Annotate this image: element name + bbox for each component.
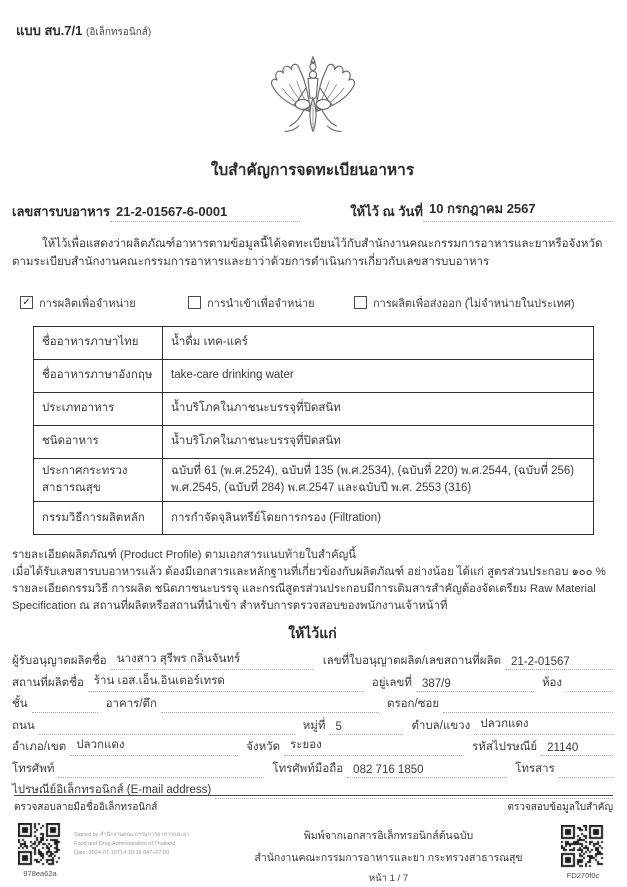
moo-field[interactable]: 5 xyxy=(329,721,403,735)
form-code-suffix: (อิเล็กทรอนิกส์) xyxy=(86,27,152,38)
tambon-field[interactable]: ปลวกแดง xyxy=(474,715,613,735)
garuda-icon xyxy=(259,49,367,149)
license-no-field[interactable]: 21-2-01567 xyxy=(505,656,613,670)
checkbox-unchecked-icon[interactable] xyxy=(188,296,201,309)
digital-signature-info xyxy=(74,831,224,857)
table-row xyxy=(34,392,594,425)
signed-date-line: Date: 2024-07-10T14:10:16.047+07:00 xyxy=(74,849,170,856)
verify-signature-label: ตรวจสอบลายมือชื่ออิเล็กทรอนิกส์ xyxy=(14,802,158,813)
form-code xyxy=(12,20,613,41)
checkbox-label: การนำเข้าเพื่อจำหน่าย xyxy=(207,297,315,310)
row-value: น้ำบริโภคในภาชนะบรรจุที่ปิดสนิท xyxy=(163,425,594,458)
form-row-amphoe xyxy=(12,735,613,757)
signature-qr-code[interactable] xyxy=(18,823,63,868)
checkbox-checked-icon[interactable]: ✓ xyxy=(20,296,33,309)
signature-qr-caption: 978ea62a xyxy=(23,869,57,878)
grantee-form xyxy=(12,649,613,800)
checkbox-unchecked-icon[interactable] xyxy=(354,296,367,309)
notes-line-2: เมื่อได้รับเลขสารบบอาหารแล้ว ต้องมีเอกสารและหลักฐานที่เกี่ยวข้องกับผลิตภัณฑ์ อย่างน้อย ได้แก่ สูตรส่วนประกอบ ๑๐๐ % รายละเอียดกรรมวิธี การผลิต ชนิดภาชนะบรรจุ และกรณีสูตรส่วนประกอบมีการเติมสารสำคัญต้องจัดเตรียม Raw Material Specification ณ สถานที่ผลิตหรือสถานที่นำเข้า สำหรับการตรวจสอบของพนักงานเจ้าหน้าที่ xyxy=(12,566,606,612)
verify-qr-caption: FD270f0c xyxy=(566,871,600,880)
floor-label: ชั้น xyxy=(12,698,28,711)
footer xyxy=(14,795,613,887)
table-row xyxy=(34,425,594,458)
moo-label: หมู่ที่ xyxy=(302,719,326,732)
license-no-label: เลขที่ใบอนุญาตผลิต/เลขสถานที่ผลิต xyxy=(322,655,501,668)
room-label: ห้อง xyxy=(541,676,563,689)
building-label: อาคาร/ตึก xyxy=(105,698,157,711)
serial-number-value: 21-2-01567-6-0001 xyxy=(110,204,300,222)
postcode-field[interactable]: 21140 xyxy=(541,742,613,756)
row-label: ประกาศกระทรวงสาธารณสุข xyxy=(34,458,163,502)
row-label: กรรมวิธีการผลิตหลัก xyxy=(34,502,163,535)
site-field[interactable]: ร้าน เอส.เอ็น.อินเตอร์เทรด xyxy=(88,672,364,692)
issue-date-value: 10 กรกฎาคม 2567 xyxy=(423,198,613,222)
road-label: ถนน xyxy=(12,719,35,732)
row-label: ชื่ออาหารภาษาอังกฤษ xyxy=(34,359,163,392)
site-label: สถานที่ผลิตชื่อ xyxy=(12,676,84,689)
floor-field[interactable] xyxy=(32,711,98,713)
garuda-emblem xyxy=(12,49,613,153)
purpose-checkboxes xyxy=(20,294,613,312)
licensee-field[interactable]: นางสาว สุรีพร กลิ่นจันทร์ xyxy=(111,650,313,670)
addr-no-label: อยู่เลขที่ xyxy=(371,676,412,689)
road-field[interactable] xyxy=(39,733,295,735)
mobile-field[interactable]: 082 716 1850 xyxy=(347,764,507,778)
table-row xyxy=(34,458,594,502)
table-row xyxy=(34,502,594,535)
room-field[interactable] xyxy=(566,690,613,692)
form-row-floor xyxy=(12,692,613,714)
intro-paragraph xyxy=(12,236,613,272)
phone-field[interactable] xyxy=(58,776,264,778)
serial-number-label: เลขสารบบอาหาร xyxy=(12,204,110,219)
form-code-text: แบบ สบ.7/1 xyxy=(16,23,83,38)
form-row-site xyxy=(12,670,613,692)
verify-qr-code[interactable] xyxy=(561,825,606,870)
signature-qr-block xyxy=(14,823,66,878)
issue-date-label: ให้ไว้ ณ วันที่ xyxy=(350,204,423,219)
row-label: ประเภทอาหาร xyxy=(34,392,163,425)
province-field[interactable]: ระยอง xyxy=(284,736,464,756)
page-number: หน้า 1 / 7 xyxy=(368,873,409,885)
verify-qr-block xyxy=(553,825,613,880)
print-line-1: พิมพ์จากเอกสารอิเล็กทรอนิกส์ต้นฉบับ xyxy=(303,830,474,842)
mobile-label: โทรศัพท์มือถือ xyxy=(272,762,344,775)
verify-data-label: ตรวจสอบข้อมูลใบสำคัญ xyxy=(507,802,613,813)
form-row-phone xyxy=(12,756,613,778)
row-value: take-care drinking water xyxy=(163,359,594,392)
checkbox-label: การผลิตเพื่อจำหน่าย xyxy=(39,297,136,310)
amphoe-field[interactable]: ปลวกแดง xyxy=(70,736,238,756)
signed-by-line: Signed by สำนักงานคณะกรรมการอาหารและยา xyxy=(74,832,190,838)
row-value: การกำจัดจุลินทรีย์โดยการกรอง (Filtration) xyxy=(163,502,594,535)
row-value: น้ำบริโภคในภาชนะบรรจุที่ปิดสนิท xyxy=(163,392,594,425)
province-label: จังหวัด xyxy=(246,741,281,754)
notes-line-1: รายละเอียดผลิตภัณฑ์ (Product Profile) ตามเอกสารแนบท้ายใบสำคัญนี้ xyxy=(12,549,357,562)
print-line-2: สำนักงานคณะกรรมการอาหารและยา กระทรวงสาธารณสุข xyxy=(254,852,523,865)
fax-field[interactable] xyxy=(559,776,613,778)
soi-field[interactable] xyxy=(443,711,613,713)
table-row xyxy=(34,359,594,392)
amphoe-label: อำเภอ/เขต xyxy=(12,741,67,754)
table-row xyxy=(34,326,594,359)
product-profile-notes xyxy=(12,547,613,615)
addr-no-field[interactable]: 387/9 xyxy=(416,678,534,692)
row-value: น้ำดื่ม เทค-แคร์ xyxy=(163,326,594,359)
row-value: ฉบับที่ 61 (พ.ศ.2524), ฉบับที่ 135 (พ.ศ.2534), (ฉบับที่ 220) พ.ศ.2544, (ฉบับที่ 256) พ.ศ.2545, (ฉบับที่ 284) พ.ศ.2547 และฉบับปี พ.ศ. 2553 (316) xyxy=(163,458,594,502)
food-detail-table xyxy=(33,326,594,536)
checkbox-import-for-sale[interactable] xyxy=(188,294,354,312)
soi-label: ตรอก/ซอย xyxy=(387,698,440,711)
checkbox-produce-for-export[interactable] xyxy=(354,294,613,312)
building-field[interactable] xyxy=(161,711,379,713)
row-label: ชนิดอาหาร xyxy=(34,425,163,458)
signed-org-line: Food and Drug Administration of Thailand xyxy=(74,840,176,847)
licensee-label: ผู้รับอนุญาตผลิตชื่อ xyxy=(12,655,107,668)
phone-label: โทรศัพท์ xyxy=(12,762,55,775)
grantee-heading: ให้ไว้แก่ xyxy=(288,624,337,641)
tambon-label: ตำบล/แขวง xyxy=(411,719,471,732)
checkbox-produce-for-sale[interactable] xyxy=(20,294,188,312)
email-label: ไปรษณีย์อิเล็กทรอนิกส์ (E-mail address) xyxy=(12,784,212,797)
row-label: ชื่ออาหารภาษาไทย xyxy=(34,326,163,359)
postcode-label: รหัสไปรษณีย์ xyxy=(472,741,538,754)
intro-line-1: ให้ไว้เพื่อแสดงว่าผลิตภัณฑ์อาหารตามข้อมูลนี้ได้จดทะเบียนไว้กับสำนักงานคณะกรรมการอาหารและยาหรือจังหวัด xyxy=(42,238,603,250)
print-info xyxy=(224,825,553,887)
fax-label: โทรสาร xyxy=(515,762,555,775)
form-row-licensee xyxy=(12,649,613,671)
checkbox-label: การผลิตเพื่อส่งออก (ไม่จำหน่ายในประเทศ) xyxy=(373,297,575,310)
page-title: ใบสำคัญการจดทะเบียนอาหาร xyxy=(210,162,415,179)
form-row-road xyxy=(12,713,613,735)
intro-line-2: ตามระเบียบสำนักงานคณะกรรมการอาหารและยาว่าด้วยการดำเนินการเกี่ยวกับเลขสารบบอาหาร xyxy=(12,255,490,268)
